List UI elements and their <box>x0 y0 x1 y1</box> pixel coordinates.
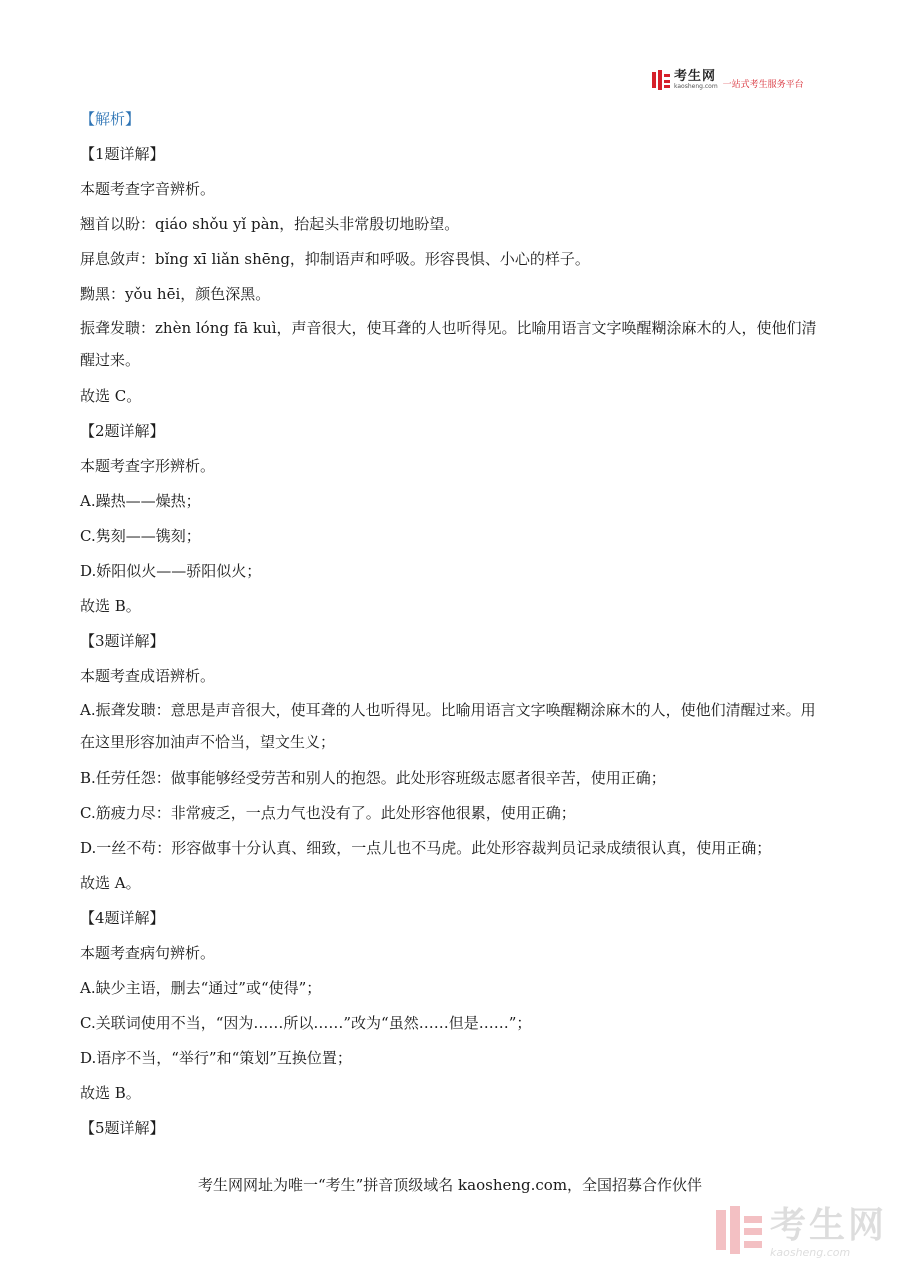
paragraph: D.语序不当，“举行”和“策划”互换位置； <box>80 1049 352 1067</box>
paragraph: 本题考查字音辨析。 <box>80 180 216 198</box>
logo-brand <box>674 70 718 90</box>
kaosheng-logo-icon <box>652 70 670 90</box>
paragraph: D.娇阳似火——骄阳似火； <box>80 562 262 580</box>
paragraph: D.一丝不苟：形容做事十分认真、细致，一点儿也不马虎。此处形容裁判员记录成绩很认真，使用正确； <box>80 839 772 857</box>
logo-domain: kaosheng.com <box>674 83 718 90</box>
watermark <box>716 1206 887 1259</box>
answer-line: 故选 B。 <box>80 597 141 615</box>
answer-analysis <box>80 102 820 1146</box>
watermark-domain: kaosheng.com <box>770 1246 851 1259</box>
question-heading: 【3题详解】 <box>80 632 165 650</box>
paragraph: 翘首以盼：qiáo shǒu yǐ pàn，抬起头非常殷切地盼望。 <box>80 215 460 233</box>
paragraph: 振聋发聩：zhèn lóng fā kuì，声音很大，使耳聋的人也听得见。比喻用语言文字唤醒糊涂麻木的人，使他们清醒过来。 <box>80 319 817 369</box>
paragraph: 本题考查成语辨析。 <box>80 667 216 685</box>
watermark-brand <box>770 1206 887 1259</box>
paragraph: A.躁热——燥热； <box>80 492 201 510</box>
paragraph: 本题考查字形辨析。 <box>80 457 216 475</box>
paragraph: 黝黑：yǒu hēi，颜色深黑。 <box>80 285 271 303</box>
paragraph: B.任劳任怨：做事能够经受劳苦和别人的抱怨。此处形容班级志愿者很辛苦，使用正确； <box>80 769 666 787</box>
watermark-name: 考生网 <box>770 1205 888 1246</box>
paragraph: C.关联词使用不当，“因为……所以……”改为“虽然……但是……”； <box>80 1014 532 1032</box>
logo-name: 考生网 <box>674 69 717 84</box>
header-logo <box>652 70 804 90</box>
page-footer: 考生网网址为唯一“考生”拼音顶级域名 kaosheng.com，全国招募合作伙伴 <box>197 1176 703 1194</box>
paragraph: 本题考查病句辨析。 <box>80 944 216 962</box>
question-heading: 【5题详解】 <box>80 1119 165 1137</box>
paragraph: A.缺少主语，删去“通过”或“使得”； <box>80 979 322 997</box>
paragraph: A.振聋发聩：意思是声音很大，使耳聋的人也听得见。比喻用语言文字唤醒糊涂麻木的人，使他们清醒过来。用在这里形容加油声不恰当，望文生义； <box>80 701 816 751</box>
answer-line: 故选 A。 <box>80 874 141 892</box>
question-heading: 【4题详解】 <box>80 909 165 927</box>
logo-slogan: 一站式考生服务平台 <box>722 79 804 90</box>
section-heading-analysis: 【解析】 <box>80 110 141 128</box>
answer-line: 故选 C。 <box>80 387 142 405</box>
kaosheng-watermark-icon <box>716 1206 762 1254</box>
answer-line: 故选 B。 <box>80 1084 141 1102</box>
question-heading: 【1题详解】 <box>80 145 165 163</box>
paragraph: C.筋疲力尽：非常疲乏，一点力气也没有了。此处形容他很累，使用正确； <box>80 804 576 822</box>
paragraph: C.隽刻——镌刻； <box>80 527 201 545</box>
question-heading: 【2题详解】 <box>80 422 165 440</box>
paragraph: 屏息敛声：bǐng xī liǎn shēng，抑制语声和呼吸。形容畏惧、小心的样子。 <box>80 250 590 268</box>
